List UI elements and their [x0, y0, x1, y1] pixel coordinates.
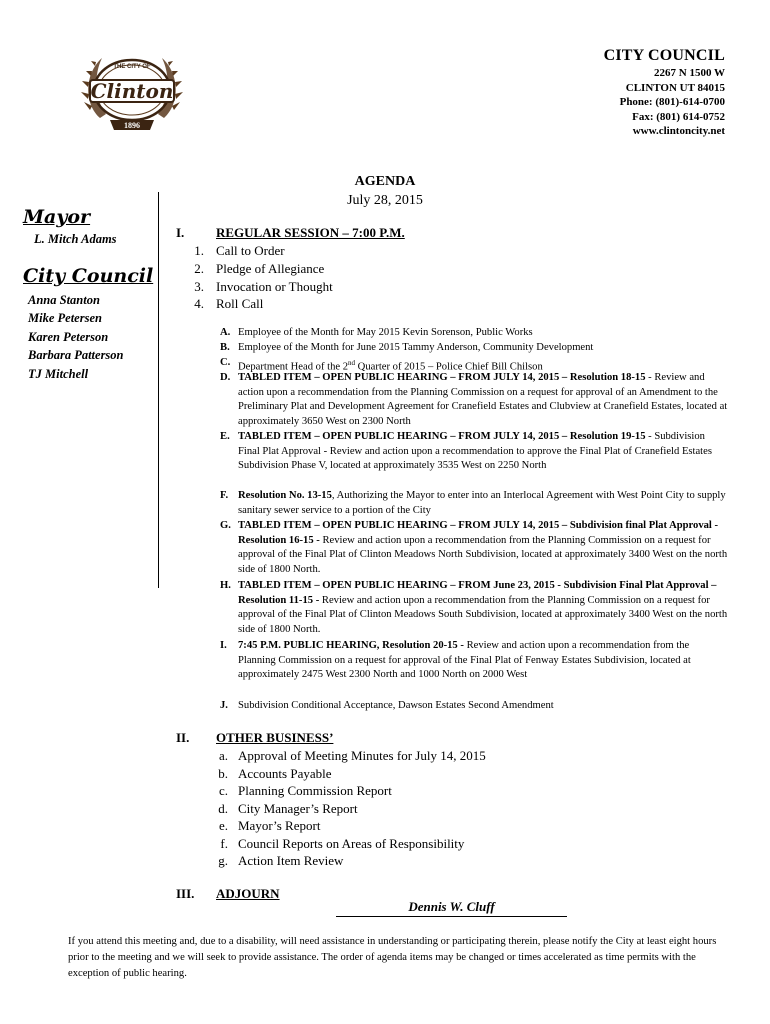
item-title: TABLED ITEM – OPEN PUBLIC HEARING – FROM June 23, 2015 - Subdivision Final Plat Approval – Resolution 11-15 -: [238, 580, 717, 606]
item-letter: I.: [220, 640, 227, 651]
item-text: Review and action upon a recommendation from the Planning Commission on a request for approval of the Final Plat of Clinton Meadows South Subdivision, located at approximately 3400 West on the north side of 1800 North.: [238, 594, 728, 636]
item-letter: G.: [220, 520, 231, 531]
item-text: Review and action upon a recommendation from the Planning Commission on a request for approval of the Final Plat of Fenway Estates Subdivision, located at approximately 2475 West 2300 North and 1000 North on 2000 West: [238, 640, 691, 681]
agenda-item-i: [220, 639, 728, 683]
accessibility-notice: If you attend this meeting and, due to a disability, will need assistance in understanding or participating therein, please notify the City at least eight hours prior to the meeting and we will seek to provide assistance. The order of agenda items may be changed or times accelerated as time permits with the exception of public hearing.: [68, 936, 717, 979]
mayor-heading: Mayor: [23, 206, 91, 228]
sidebar: [0, 206, 158, 383]
item-text: Call to Order: [216, 243, 285, 258]
council-heading: City Council: [23, 264, 154, 287]
agenda-item-e: [220, 430, 728, 474]
item-text: City Manager’s Report: [238, 801, 358, 816]
council-member: TJ Mitchell: [28, 366, 89, 381]
svg-text:THE CITY OF: THE CITY OF: [113, 64, 151, 70]
item-letter: H.: [220, 580, 231, 591]
council-member: Anna Stanton: [28, 292, 100, 307]
item-text: Quarter of 2015 – Police Chief Bill Chilson: [355, 361, 543, 373]
agenda-item-b: [220, 341, 728, 356]
phone-line: Phone: (801)-614-0700: [619, 96, 725, 108]
contact-block: [604, 46, 725, 139]
item-letter: f.: [220, 836, 228, 851]
page-title: AGENDA: [354, 174, 416, 189]
item-letter: b.: [218, 766, 228, 781]
item-text: Employee of the Month for May 2015 Kevin Sorenson, Public Works: [238, 327, 533, 338]
item-letter: F.: [220, 490, 229, 501]
item-text: Planning Commission Report: [238, 783, 392, 798]
item-text: Invocation or Thought: [216, 279, 333, 294]
council-member: Karen Peterson: [28, 329, 109, 344]
section-numeral: III.: [176, 886, 195, 901]
item-letter: D.: [220, 372, 231, 383]
item-text: Council Reports on Areas of Responsibility: [238, 836, 465, 851]
item-text: - Subdivision Final Plat Approval - Review and action upon a recommendation to approve the Final Plat of Cranefield Estates Subdivision Phase V, located at approximately 3535 West on 2250 North: [238, 431, 712, 472]
item-text: Approval of Meeting Minutes for July 14, 2015: [238, 748, 486, 763]
sidebar-divider: [158, 192, 159, 588]
item-letter: a.: [218, 748, 228, 763]
item-text: Mayor’s Report: [238, 818, 321, 833]
item-number: 1.: [194, 243, 204, 258]
agenda-date: July 28, 2015: [347, 193, 423, 208]
item-text: - Review and action upon a recommendation from the Planning Commission on a request for approval of an Amendment to the Preliminary Plat and Development Agreement for Cranefield Estates and Clubview at Cranefield Estates, located at approximately 3650 West on 2300 North: [238, 372, 728, 428]
item-letter: g.: [218, 853, 228, 868]
section-heading-other-business: OTHER BUSINESS’: [216, 730, 334, 745]
item-text: Roll Call: [216, 296, 264, 311]
item-text: , Authorizing the Mayor to enter into an Interlocal Agreement with West Point City to supply sanitary sewer service to a portion of the City: [238, 490, 726, 516]
agenda-item-d: [220, 371, 728, 430]
item-text: Department Head of the 2: [238, 361, 349, 373]
council-member: Barbara Patterson: [28, 348, 124, 362]
svg-text:1896: 1896: [124, 121, 140, 130]
section-numeral: II.: [176, 730, 190, 745]
item-text: Review and action upon a recommendation from the Planning Commission on a request for approval of the Final Plat of Clinton Meadows North Subdivision, located at approximately 3400 West on the north side of 1800 North.: [238, 534, 728, 576]
council-title: CITY COUNCIL: [603, 47, 725, 64]
section-numeral: I.: [176, 225, 185, 240]
agenda-item-g: [220, 519, 728, 578]
section-heading-adjourn: ADJOURN: [216, 886, 280, 901]
signature: Dennis W. Cluff: [336, 898, 567, 917]
agenda-item-j: [220, 699, 728, 714]
item-number: 2.: [194, 261, 204, 276]
item-letter: E.: [220, 431, 230, 442]
item-title: TABLED ITEM – OPEN PUBLIC HEARING – FROM JULY 14, 2015 – Subdivision final Plat Approval - Resolution 16-15 -: [238, 520, 719, 546]
website-link[interactable]: www.clintoncity.net: [632, 125, 725, 137]
council-members: [28, 291, 158, 384]
item-title: Resolution No. 13-15: [238, 490, 332, 501]
city-logo: [80, 48, 184, 136]
city-line: CLINTON UT 84015: [625, 81, 725, 94]
agenda-item-f: [220, 489, 728, 518]
council-member: Mike Petersen: [28, 311, 102, 325]
item-letter: C.: [220, 357, 231, 368]
ordinal-suffix: nd: [348, 359, 356, 367]
item-letter: e.: [218, 818, 228, 833]
agenda-title-block: [0, 172, 770, 210]
item-title: TABLED ITEM – OPEN PUBLIC HEARING – FROM JULY 14, 2015 – Resolution 19-15: [238, 431, 646, 442]
item-title: TABLED ITEM – OPEN PUBLIC HEARING – FROM JULY 14, 2015 – Resolution 18-15: [238, 372, 646, 383]
item-letter: B.: [220, 342, 230, 353]
item-number: 3.: [194, 279, 204, 294]
clinton-seal-icon: [80, 48, 184, 136]
item-text: Employee of the Month for June 2015 Tammy Anderson, Community Development: [238, 342, 594, 353]
item-number: 4.: [194, 296, 204, 311]
section-heading-regular: REGULAR SESSION – 7:00 P.M.: [216, 225, 405, 240]
item-title: 7:45 P.M. PUBLIC HEARING, Resolution 20-15 -: [238, 640, 464, 651]
item-text: Accounts Payable: [238, 766, 332, 781]
agenda-item-a: [220, 326, 728, 341]
fax-line: Fax: (801) 614-0752: [632, 110, 725, 123]
item-letter: c.: [218, 783, 228, 798]
svg-text:Clinton: Clinton: [90, 79, 174, 103]
item-text: Subdivision Conditional Acceptance, Dawson Estates Second Amendment: [238, 700, 554, 711]
item-letter: A.: [220, 327, 231, 338]
mayor-name: L. Mitch Adams: [34, 232, 117, 246]
item-letter: J.: [220, 700, 228, 711]
item-text: Pledge of Allegiance: [216, 261, 325, 276]
address-line: 2267 N 1500 W: [654, 67, 725, 79]
item-letter: d.: [218, 801, 228, 816]
agenda-item-h: [220, 579, 728, 638]
item-text: Action Item Review: [238, 853, 344, 868]
